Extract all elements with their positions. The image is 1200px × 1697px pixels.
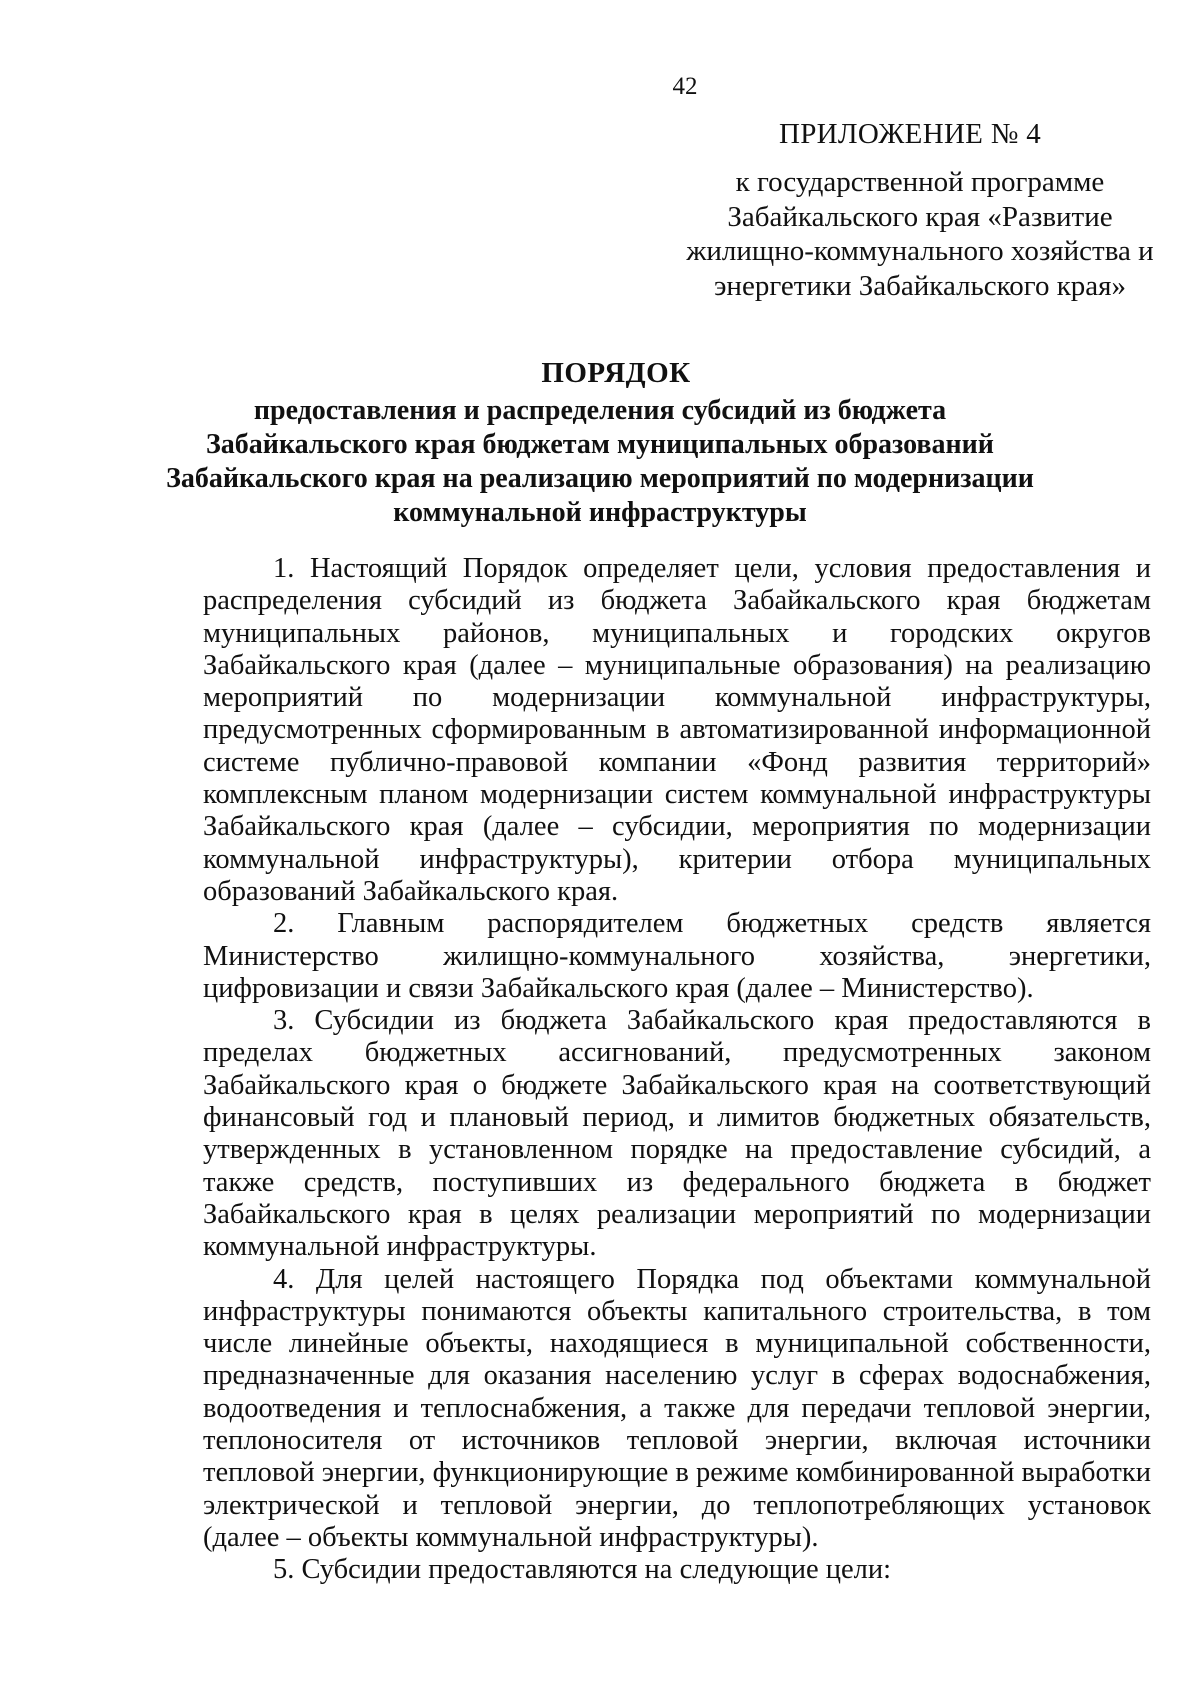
body-line: мероприятий по модернизации коммунальной инфраструктуры,: [203, 682, 1151, 714]
body-line: Забайкальского края (далее – субсидии, мероприятия по модернизации: [203, 811, 1151, 843]
body-line: муниципальных районов, муниципальных и городских округов: [203, 617, 1151, 649]
document-subtitle-line: Забайкальского края на реализацию мероприятий по модернизации: [166, 463, 1034, 494]
body-line: 3. Субсидии из бюджета Забайкальского края предоставляются в: [273, 1005, 1151, 1037]
annex-subtitle-line: жилищно-коммунального хозяйства и: [686, 235, 1154, 267]
body-line: инфраструктуры понимаются объекты капитального строительства, в том: [203, 1295, 1151, 1327]
body-line: предусмотренных сформированным в автоматизированной информационной: [203, 714, 1151, 746]
document-body: [203, 553, 1151, 1587]
body-line: теплоносителя от источников тепловой энергии, включая источники: [203, 1425, 1151, 1457]
body-line: 5. Субсидии предоставляются на следующие цели:: [273, 1554, 892, 1586]
annex-subtitle-line: энергетики Забайкальского края»: [713, 269, 1126, 302]
body-line: также средств, поступивших из федерального бюджета в бюджет: [203, 1166, 1151, 1198]
body-line: тепловой энергии, функционирующие в режиме комбинированной выработки: [203, 1457, 1151, 1489]
body-line: комплексным планом модернизации систем коммунальной инфраструктуры: [203, 779, 1151, 811]
document-subtitle-line: Забайкальского края бюджетам муниципальных образований: [206, 429, 994, 460]
body-line: коммунальной инфраструктуры.: [203, 1231, 597, 1263]
body-line: распределения субсидий из бюджета Забайкальского края бюджетам: [203, 585, 1151, 617]
annex-title: ПРИЛОЖЕНИЕ № 4: [779, 118, 1042, 150]
body-line: коммунальной инфраструктуры), критерии отбора муниципальных: [203, 843, 1151, 875]
annex-subtitle: [660, 165, 1180, 303]
document-subtitle-line: коммунальной инфраструктуры: [393, 497, 807, 528]
body-line: (далее – объекты коммунальной инфраструктуры).: [203, 1521, 819, 1553]
body-line: 4. Для целей настоящего Порядка под объектами коммунальной: [273, 1263, 1151, 1295]
body-line: предназначенные для оказания населению услуг в сферах водоснабжения,: [203, 1360, 1151, 1392]
body-line: пределах бюджетных ассигнований, предусмотренных законом: [203, 1037, 1151, 1069]
body-line: Забайкальского края в целях реализации мероприятий по модернизации: [203, 1198, 1151, 1230]
body-line: образований Забайкальского края.: [203, 875, 619, 907]
body-line: 1. Настоящий Порядок определяет цели, условия предоставления и: [273, 553, 1151, 584]
body-line: водоотведения и теплоснабжения, а также для передачи тепловой энергии,: [203, 1392, 1151, 1424]
annex-subtitle-line: к государственной программе: [735, 166, 1105, 198]
body-line: системе публично-правовой компании «Фонд развития территорий»: [203, 746, 1151, 778]
body-line: утвержденных в установленном порядке на предоставление субсидий, а: [203, 1134, 1151, 1166]
document-subtitle: [0, 394, 1200, 530]
body-line: цифровизации и связи Забайкальского края (далее – Министерство).: [203, 972, 1034, 1004]
body-line: 2. Главным распорядителем бюджетных средств является: [273, 908, 1151, 940]
body-line: Министерство жилищно-коммунального хозяйства, энергетики,: [203, 940, 1151, 972]
document-subtitle-line: предоставления и распределения субсидий из бюджета: [253, 395, 947, 426]
annex-subtitle-line: Забайкальского края «Развитие: [727, 200, 1113, 233]
body-line: электрической и тепловой энергии, до теплопотребляющих установок: [203, 1489, 1151, 1521]
page-number: 42: [672, 73, 698, 100]
body-line: Забайкальского края (далее – муниципальные образования) на реализацию: [203, 649, 1151, 681]
body-line: Забайкальского края о бюджете Забайкальского края на соответствующий: [203, 1069, 1151, 1101]
document-title: ПОРЯДОК: [541, 357, 691, 389]
body-line: финансовый год и плановый период, и лимитов бюджетных обязательств,: [203, 1102, 1151, 1134]
body-line: числе линейные объекты, находящиеся в муниципальной собственности,: [203, 1328, 1151, 1360]
